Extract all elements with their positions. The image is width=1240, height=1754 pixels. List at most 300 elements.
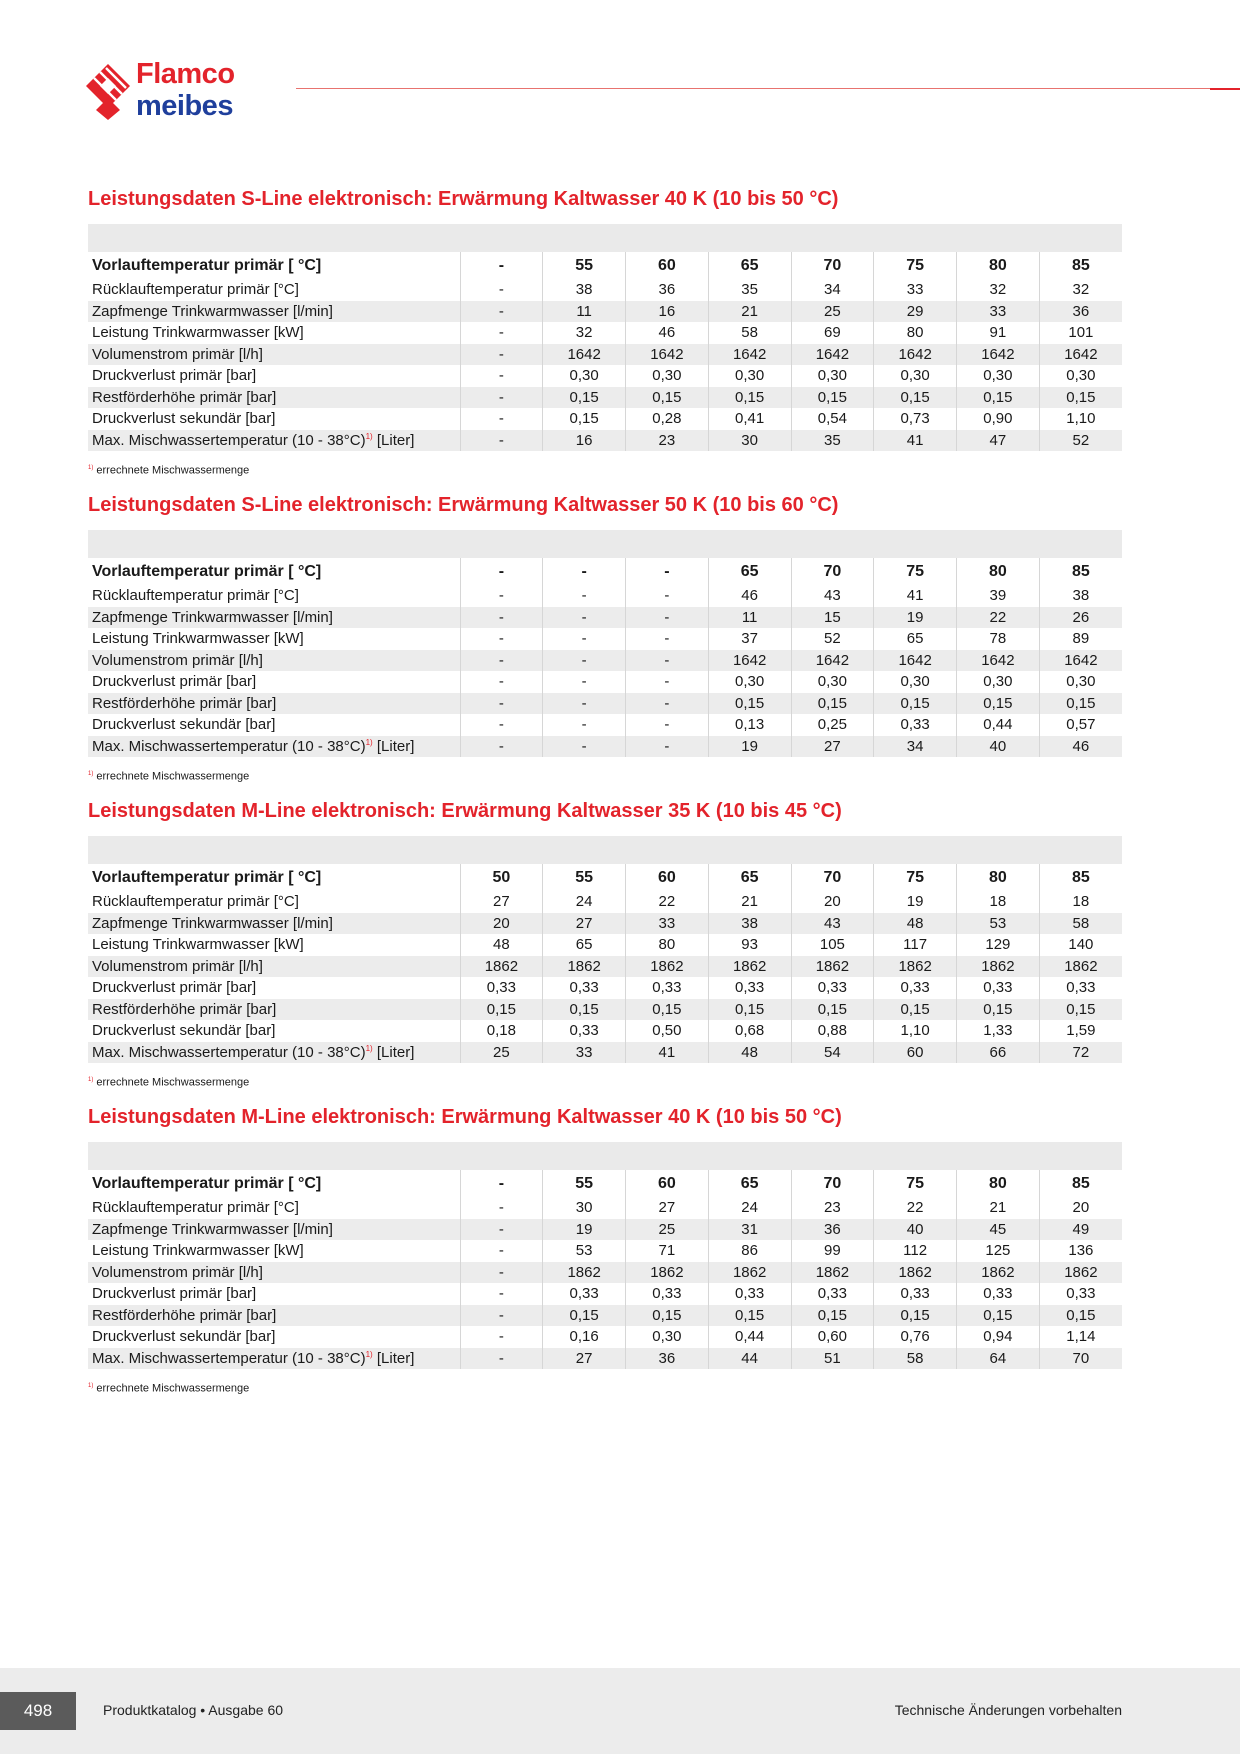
table-cell: 29 xyxy=(874,301,957,323)
row-label-unit: [Liter] xyxy=(372,431,415,449)
table-cell: - xyxy=(460,1305,543,1327)
table-cell: 0,15 xyxy=(874,693,957,715)
header-temp-cell: 85 xyxy=(1039,1170,1122,1197)
row-label-text: Rücklauftemperatur primär [°C] xyxy=(92,587,299,604)
table-row xyxy=(88,956,1122,978)
table-cell: 0,60 xyxy=(791,1326,874,1348)
table-cell: 54 xyxy=(791,1042,874,1064)
page-number: 498 xyxy=(0,1692,76,1730)
header-label: Vorlauftemperatur primär [ °C] xyxy=(88,1170,460,1197)
table-cell: 0,15 xyxy=(1039,387,1122,409)
table-cell: 1642 xyxy=(791,344,874,366)
table-cell: 41 xyxy=(626,1042,709,1064)
header-temp-cell: 75 xyxy=(874,1170,957,1197)
table-cell: 105 xyxy=(791,934,874,956)
table-row xyxy=(88,1197,1122,1219)
performance-table xyxy=(88,252,1122,451)
table-cell: - xyxy=(460,1219,543,1241)
table-cell: 0,15 xyxy=(1039,1305,1122,1327)
table-cell: 40 xyxy=(874,1219,957,1241)
row-label-text: Volumenstrom primär [l/h] xyxy=(92,957,263,975)
row-label xyxy=(88,322,460,344)
table-cell: 72 xyxy=(1039,1042,1122,1064)
table-row xyxy=(88,999,1122,1021)
table-row xyxy=(88,1262,1122,1284)
row-label xyxy=(88,1305,460,1327)
table-cell: 0,15 xyxy=(708,693,791,715)
table-cell: 0,15 xyxy=(543,408,626,430)
table-cell: 0,33 xyxy=(874,714,957,736)
table-cell: 37 xyxy=(708,628,791,650)
table-cell: 0,15 xyxy=(708,1305,791,1327)
table-cell: 71 xyxy=(626,1240,709,1262)
table-cell: 33 xyxy=(874,279,957,301)
table-cell: 25 xyxy=(791,301,874,323)
table-cell: 23 xyxy=(626,430,709,452)
table-cell: 0,30 xyxy=(957,671,1040,693)
table-cell: 0,15 xyxy=(626,999,709,1021)
table-cell: 0,15 xyxy=(708,999,791,1021)
brand-name-meibes: meibes xyxy=(136,90,233,122)
row-label xyxy=(88,301,460,323)
table-cell: 31 xyxy=(708,1219,791,1241)
header-temp-cell: 70 xyxy=(791,558,874,585)
table-cell: 1862 xyxy=(543,956,626,978)
table-cell: - xyxy=(626,714,709,736)
footnote-marker: 1) xyxy=(365,1349,373,1359)
table-cell: 24 xyxy=(708,1197,791,1219)
table-cell: 21 xyxy=(708,301,791,323)
table-cell: 65 xyxy=(874,628,957,650)
table-cell: 33 xyxy=(957,301,1040,323)
row-label xyxy=(88,1283,460,1305)
table-cell: 39 xyxy=(957,585,1040,607)
table-cell: 36 xyxy=(791,1219,874,1241)
table-cell: 22 xyxy=(874,1197,957,1219)
row-label xyxy=(88,1020,460,1042)
table-cell: 0,44 xyxy=(957,714,1040,736)
table-cell: 0,33 xyxy=(543,1283,626,1305)
table-section-1 xyxy=(88,492,1122,781)
table-row xyxy=(88,1219,1122,1241)
table-cell: 44 xyxy=(708,1348,791,1370)
header-temp-cell: 80 xyxy=(957,1170,1040,1197)
table-cell: 0,54 xyxy=(791,408,874,430)
table-cell: 25 xyxy=(460,1042,543,1064)
table-cell: - xyxy=(460,693,543,715)
header-label: Vorlauftemperatur primär [ °C] xyxy=(88,558,460,585)
row-label-unit: [Liter] xyxy=(372,737,415,755)
row-label xyxy=(88,736,460,758)
row-label xyxy=(88,650,460,672)
footnote-mark: 1) xyxy=(88,1383,94,1389)
table-cell: 0,15 xyxy=(874,387,957,409)
table-cell: - xyxy=(460,585,543,607)
table-cell: 58 xyxy=(874,1348,957,1370)
table-cell: 0,57 xyxy=(1039,714,1122,736)
row-label-text: Restförderhöhe primär [bar] xyxy=(92,694,277,712)
header-temp-cell: 65 xyxy=(708,1170,791,1197)
header-temp-cell: 75 xyxy=(874,864,957,891)
row-label xyxy=(88,585,460,607)
table-row xyxy=(88,1042,1122,1064)
table-cell: 1862 xyxy=(957,956,1040,978)
table-cell: 0,15 xyxy=(626,387,709,409)
table-cell: 0,15 xyxy=(957,999,1040,1021)
table-cell: - xyxy=(460,1283,543,1305)
table-cell: 0,33 xyxy=(791,977,874,999)
table-cell: - xyxy=(543,671,626,693)
table-cell: - xyxy=(460,1262,543,1284)
table-cell: 35 xyxy=(708,279,791,301)
table-cell: 46 xyxy=(708,585,791,607)
table-cell: 0,15 xyxy=(957,693,1040,715)
table-cell: 91 xyxy=(957,322,1040,344)
table-cell: 1642 xyxy=(708,344,791,366)
table-cell: 21 xyxy=(708,891,791,913)
table-cell: 0,33 xyxy=(708,977,791,999)
table-row xyxy=(88,1240,1122,1262)
performance-table xyxy=(88,558,1122,757)
row-label xyxy=(88,934,460,956)
table-cell: 0,15 xyxy=(791,387,874,409)
footnote-marker: 1) xyxy=(365,737,373,747)
table-cell: 0,30 xyxy=(791,671,874,693)
table-cell: - xyxy=(460,408,543,430)
table-cell: 112 xyxy=(874,1240,957,1262)
table-cell: 18 xyxy=(1039,891,1122,913)
table-row xyxy=(88,1305,1122,1327)
table-section-3 xyxy=(88,1104,1122,1393)
table-cell: - xyxy=(543,628,626,650)
table-cell: 0,30 xyxy=(626,365,709,387)
footnote-text: errechnete Mischwassermenge xyxy=(96,1382,250,1395)
table-cell: 86 xyxy=(708,1240,791,1262)
header-temp-cell: - xyxy=(626,558,709,585)
row-label-text: Zapfmenge Trinkwarmwasser [l/min] xyxy=(92,608,333,626)
row-label-text: Volumenstrom primär [l/h] xyxy=(92,345,263,363)
table-cell: 1642 xyxy=(957,344,1040,366)
table-row xyxy=(88,934,1122,956)
footnote-mark: 1) xyxy=(88,771,94,777)
table-row xyxy=(88,671,1122,693)
table-cell: 24 xyxy=(543,891,626,913)
table-cell: 0,33 xyxy=(626,977,709,999)
disclaimer: Technische Änderungen vorbehalten xyxy=(894,1702,1122,1718)
table-cell: 22 xyxy=(626,891,709,913)
table-cell: 1642 xyxy=(1039,344,1122,366)
table-cell: 0,94 xyxy=(957,1326,1040,1348)
row-label-text: Rücklauftemperatur primär [°C] xyxy=(92,893,299,910)
header-temp-cell: 85 xyxy=(1039,252,1122,279)
row-label-text: Max. Mischwassertemperatur (10 - 38°C) xyxy=(92,1043,366,1061)
table-cell: 23 xyxy=(791,1197,874,1219)
table-cell: 41 xyxy=(874,585,957,607)
table-cell: 40 xyxy=(957,736,1040,758)
table-cell: 78 xyxy=(957,628,1040,650)
table-cell: - xyxy=(626,585,709,607)
header-temp-cell: 70 xyxy=(791,864,874,891)
row-label-text: Druckverlust primär [bar] xyxy=(92,979,257,996)
table-cell: 0,33 xyxy=(874,977,957,999)
table-cell: - xyxy=(626,650,709,672)
row-label xyxy=(88,1262,460,1284)
table-cell: 0,18 xyxy=(460,1020,543,1042)
header-divider xyxy=(296,88,1240,89)
row-label xyxy=(88,956,460,978)
table-cell: - xyxy=(460,279,543,301)
table-cell: - xyxy=(543,607,626,629)
row-label xyxy=(88,1240,460,1262)
table-cell: 65 xyxy=(543,934,626,956)
table-cell: - xyxy=(460,1326,543,1348)
table-cell: 99 xyxy=(791,1240,874,1262)
header-temp-cell: - xyxy=(460,558,543,585)
table-cell: 1862 xyxy=(1039,956,1122,978)
row-label xyxy=(88,913,460,935)
table-cell: 33 xyxy=(543,1042,626,1064)
table-cell: 0,30 xyxy=(626,1326,709,1348)
table-cell: - xyxy=(543,650,626,672)
table-cell: 0,15 xyxy=(543,999,626,1021)
table-row xyxy=(88,365,1122,387)
table-row xyxy=(88,891,1122,913)
table-cell: 53 xyxy=(957,913,1040,935)
row-label-text: Volumenstrom primär [l/h] xyxy=(92,651,263,669)
table-cell: 0,15 xyxy=(543,387,626,409)
header-temp-cell: 55 xyxy=(543,864,626,891)
table-row xyxy=(88,1348,1122,1370)
table-cell: 1862 xyxy=(1039,1262,1122,1284)
table-cell: 0,73 xyxy=(874,408,957,430)
table-cell: 25 xyxy=(626,1219,709,1241)
table-row xyxy=(88,693,1122,715)
table-cell: 1862 xyxy=(791,956,874,978)
table-cell: 1862 xyxy=(874,956,957,978)
table-row xyxy=(88,714,1122,736)
table-cell: 0,33 xyxy=(1039,1283,1122,1305)
table-cell: 125 xyxy=(957,1240,1040,1262)
row-label-text: Leistung Trinkwarmwasser [kW] xyxy=(92,1242,304,1259)
table-cell: 0,15 xyxy=(957,387,1040,409)
row-label xyxy=(88,365,460,387)
table-cell: 38 xyxy=(708,913,791,935)
table-cell: 16 xyxy=(543,430,626,452)
row-label-text: Volumenstrom primär [l/h] xyxy=(92,1263,263,1281)
table-row xyxy=(88,279,1122,301)
performance-table xyxy=(88,864,1122,1063)
row-label-text: Druckverlust sekundär [bar] xyxy=(92,410,276,427)
table-cell: 0,33 xyxy=(543,1020,626,1042)
table-header-row xyxy=(88,558,1122,585)
table-cell: 20 xyxy=(1039,1197,1122,1219)
table-cell: 80 xyxy=(626,934,709,956)
header-divider-accent xyxy=(1210,88,1240,90)
table-cell: 0,25 xyxy=(791,714,874,736)
footnote-marker: 1) xyxy=(365,1043,373,1053)
table-section-0 xyxy=(88,186,1122,475)
table-cell: 0,30 xyxy=(543,365,626,387)
row-label xyxy=(88,387,460,409)
row-label xyxy=(88,999,460,1021)
table-cell: 1642 xyxy=(626,344,709,366)
header-temp-cell: 70 xyxy=(791,252,874,279)
table-cell: 0,15 xyxy=(791,1305,874,1327)
table-title: Leistungsdaten M-Line elektronisch: Erwärmung Kaltwasser 40 K (10 bis 50 °C) xyxy=(88,1106,842,1128)
table-cell: 0,15 xyxy=(626,1305,709,1327)
table-row xyxy=(88,1283,1122,1305)
table-cell: 36 xyxy=(626,279,709,301)
table-cell: 27 xyxy=(543,1348,626,1370)
row-label-text: Zapfmenge Trinkwarmwasser [l/min] xyxy=(92,914,333,932)
row-label-unit: [Liter] xyxy=(372,1349,415,1367)
row-label-text: Rücklauftemperatur primär [°C] xyxy=(92,281,299,298)
table-cell: 0,33 xyxy=(957,977,1040,999)
table-row xyxy=(88,322,1122,344)
table-cell: 32 xyxy=(543,322,626,344)
table-row xyxy=(88,301,1122,323)
row-label xyxy=(88,891,460,913)
table-cell: 27 xyxy=(543,913,626,935)
table-cell: 52 xyxy=(791,628,874,650)
row-label-unit: [Liter] xyxy=(372,1043,415,1061)
table-cell: 0,15 xyxy=(1039,693,1122,715)
table-row xyxy=(88,913,1122,935)
table-header-row xyxy=(88,864,1122,891)
header-temp-cell: 75 xyxy=(874,252,957,279)
table-row xyxy=(88,1020,1122,1042)
row-label xyxy=(88,607,460,629)
table-cell: 1862 xyxy=(708,1262,791,1284)
table-cell: 0,33 xyxy=(626,1283,709,1305)
header-temp-cell: 80 xyxy=(957,864,1040,891)
table-cell: 0,30 xyxy=(1039,365,1122,387)
row-label xyxy=(88,279,460,301)
table-cell: 47 xyxy=(957,430,1040,452)
table-cell: 0,13 xyxy=(708,714,791,736)
header-temp-cell: - xyxy=(460,252,543,279)
table-cell: 60 xyxy=(874,1042,957,1064)
table-cell: - xyxy=(460,387,543,409)
table-cell: 41 xyxy=(874,430,957,452)
footnote xyxy=(88,1073,1122,1087)
table-cell: 136 xyxy=(1039,1240,1122,1262)
row-label xyxy=(88,714,460,736)
row-label-text: Max. Mischwassertemperatur (10 - 38°C) xyxy=(92,1349,366,1367)
row-label-text: Max. Mischwassertemperatur (10 - 38°C) xyxy=(92,737,366,755)
row-label xyxy=(88,671,460,693)
table-cell: - xyxy=(460,1197,543,1219)
row-label-text: Druckverlust primär [bar] xyxy=(92,367,257,384)
table-cell: - xyxy=(543,736,626,758)
table-cell: 1642 xyxy=(874,650,957,672)
table-cell: - xyxy=(460,322,543,344)
table-cell: 32 xyxy=(957,279,1040,301)
row-label xyxy=(88,693,460,715)
table-cell: 53 xyxy=(543,1240,626,1262)
table-cell: 117 xyxy=(874,934,957,956)
row-label xyxy=(88,1042,460,1064)
header-temp-cell: 60 xyxy=(626,864,709,891)
table-cell: 0,16 xyxy=(543,1326,626,1348)
table-cell: 1862 xyxy=(626,1262,709,1284)
table-row xyxy=(88,650,1122,672)
table-cell: - xyxy=(460,628,543,650)
table-cell: 1,10 xyxy=(1039,408,1122,430)
row-label-text: Restförderhöhe primär [bar] xyxy=(92,388,277,406)
header-temp-cell: 65 xyxy=(708,864,791,891)
table-cell: 0,15 xyxy=(708,387,791,409)
row-label-text: Druckverlust primär [bar] xyxy=(92,1285,257,1302)
table-cell: 0,33 xyxy=(957,1283,1040,1305)
table-cell: 0,15 xyxy=(1039,999,1122,1021)
row-label-text: Leistung Trinkwarmwasser [kW] xyxy=(92,324,304,341)
table-cell: 0,15 xyxy=(543,1305,626,1327)
footnote xyxy=(88,1379,1122,1393)
header-temp-cell: 60 xyxy=(626,252,709,279)
table-cell: 38 xyxy=(1039,585,1122,607)
table-header-row xyxy=(88,1170,1122,1197)
table-cell: 0,15 xyxy=(874,1305,957,1327)
table-cell: 36 xyxy=(626,1348,709,1370)
table-cell: - xyxy=(460,365,543,387)
table-cell: - xyxy=(626,607,709,629)
table-cell: 52 xyxy=(1039,430,1122,452)
table-cell: 27 xyxy=(791,736,874,758)
table-cell: 48 xyxy=(874,913,957,935)
row-label xyxy=(88,430,460,452)
table-cell: - xyxy=(460,736,543,758)
table-cell: 0,33 xyxy=(543,977,626,999)
table-cell: - xyxy=(626,693,709,715)
table-cell: 0,30 xyxy=(708,365,791,387)
table-cell: 27 xyxy=(626,1197,709,1219)
table-cell: 1862 xyxy=(626,956,709,978)
table-cell: 0,44 xyxy=(708,1326,791,1348)
table-cell: 64 xyxy=(957,1348,1040,1370)
data-table-panel xyxy=(88,836,1122,1063)
table-cell: - xyxy=(626,671,709,693)
row-label-text: Restförderhöhe primär [bar] xyxy=(92,1000,277,1018)
footnote-mark: 1) xyxy=(88,465,94,471)
table-cell: 18 xyxy=(957,891,1040,913)
row-label xyxy=(88,1219,460,1241)
brand-name-flamco: Flamco xyxy=(136,58,235,90)
row-label-text: Leistung Trinkwarmwasser [kW] xyxy=(92,936,304,953)
footnote-text: errechnete Mischwassermenge xyxy=(96,1076,250,1089)
row-label-text: Restförderhöhe primär [bar] xyxy=(92,1306,277,1324)
table-cell: 0,90 xyxy=(957,408,1040,430)
table-cell: 46 xyxy=(626,322,709,344)
footnote xyxy=(88,461,1122,475)
table-cell: 1862 xyxy=(708,956,791,978)
table-cell: 19 xyxy=(874,891,957,913)
page-footer xyxy=(0,1668,1240,1754)
table-cell: 26 xyxy=(1039,607,1122,629)
table-cell: 49 xyxy=(1039,1219,1122,1241)
row-label-text: Max. Mischwassertemperatur (10 - 38°C) xyxy=(92,431,366,449)
footnote xyxy=(88,767,1122,781)
table-cell: 0,33 xyxy=(791,1283,874,1305)
table-cell: - xyxy=(460,344,543,366)
header-temp-cell: 85 xyxy=(1039,864,1122,891)
header-label: Vorlauftemperatur primär [ °C] xyxy=(88,864,460,891)
table-cell: 19 xyxy=(708,736,791,758)
table-cell: 89 xyxy=(1039,628,1122,650)
header-temp-cell: 80 xyxy=(957,558,1040,585)
table-cell: 0,30 xyxy=(874,671,957,693)
header-temp-cell: 50 xyxy=(460,864,543,891)
